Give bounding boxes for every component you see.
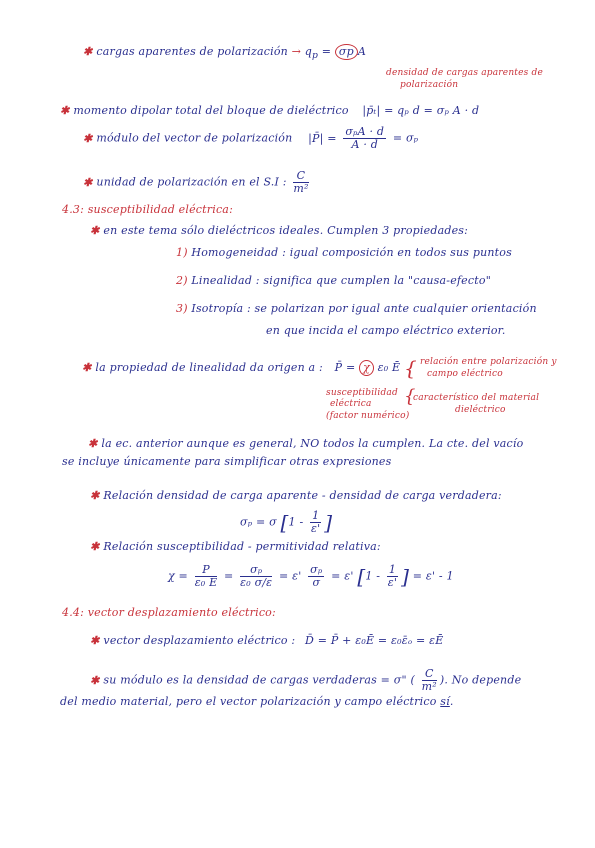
fraction xyxy=(343,126,386,151)
eq: = xyxy=(321,45,332,58)
eq: = xyxy=(224,569,234,583)
den: m² xyxy=(293,182,309,195)
fraction xyxy=(422,668,437,693)
name: Isotropía xyxy=(191,302,244,315)
chi-circled: χ xyxy=(359,360,374,376)
rhs: = σₚ xyxy=(392,131,419,145)
num: σₚA · d xyxy=(345,125,385,138)
bullet-icon: ✱ xyxy=(90,489,100,502)
text: la ec. anterior aunque es general, NO todos la cumplen. La cte. del vacío xyxy=(101,437,524,450)
num: 3) xyxy=(176,302,188,315)
lin-note-a: susceptibilidad xyxy=(326,388,398,398)
bullet-icon: ✱ xyxy=(90,224,100,237)
lhs: q xyxy=(304,45,313,58)
lin-note-1: relación entre polarización y xyxy=(420,357,557,367)
lin-note-d: característico del material xyxy=(413,393,540,403)
lin-note-e: dieléctrico xyxy=(455,405,506,415)
desc: : igual composición en todos sus puntos xyxy=(282,246,512,259)
den: m² xyxy=(421,680,437,693)
rel1-formula xyxy=(240,510,332,535)
text: unidad de polarización en el S.I : xyxy=(96,175,287,189)
d2-line-1 xyxy=(90,668,521,693)
den: ε₀ E xyxy=(194,576,218,589)
ec-line-1 xyxy=(88,437,523,451)
num: 1 xyxy=(312,509,320,522)
line-modulo-polarizacion xyxy=(83,126,418,151)
lin-note-c: (factor numérico) xyxy=(326,411,410,421)
note-densidad-2: polarización xyxy=(400,80,459,90)
section-4-3-intro xyxy=(90,224,468,238)
text: Relación densidad de carga aparente - densidad de carga verdadera: xyxy=(103,489,502,502)
line-cargas-aparentes xyxy=(83,44,366,63)
line-unidad-polarizacion xyxy=(83,170,312,195)
prop-3-cont: en que incida el campo eléctrico exterior. xyxy=(266,324,506,337)
d2-line-2 xyxy=(60,695,454,709)
text: del medio material, pero el vector polarización y campo eléctrico xyxy=(60,695,437,708)
rhs: A xyxy=(357,45,367,58)
text: vector desplazamiento eléctrico : xyxy=(103,634,296,647)
den: ε₀ σ/ε xyxy=(240,576,273,589)
text: momento dipolar total del bloque de dieléctrico xyxy=(73,104,349,117)
desc: : se polarizan por igual ante cualquier orientación xyxy=(246,302,537,315)
bracket: [ xyxy=(357,564,366,589)
fraction-3 xyxy=(308,564,324,589)
bracket: ] xyxy=(401,564,410,589)
fraction-4 xyxy=(387,564,398,589)
bullet-icon: ✱ xyxy=(83,131,93,145)
section-4-3-title: 4.3: susceptibilidad eléctrica: xyxy=(62,203,233,216)
end: . xyxy=(449,695,454,708)
fraction xyxy=(310,510,321,535)
formula: |p̄ₜ| = qₚ d = σₚ A · d xyxy=(362,104,480,117)
bullet-icon: ✱ xyxy=(60,104,70,117)
den: σ xyxy=(312,576,321,589)
one: 1 - xyxy=(365,569,381,583)
den: A · d xyxy=(351,138,378,151)
line-linealidad xyxy=(82,356,417,380)
fraction xyxy=(293,170,308,195)
text: Relación susceptibilidad - permitividad relativa: xyxy=(103,540,381,553)
num: 1) xyxy=(176,246,188,259)
bullet-icon: ✱ xyxy=(82,361,92,374)
num: σₚ xyxy=(240,564,272,577)
text: su módulo es la densidad de cargas verdaderas = σ" ( xyxy=(103,673,415,687)
num: P xyxy=(195,564,218,577)
name: Linealidad xyxy=(191,274,253,287)
bullet-icon: ✱ xyxy=(90,673,100,687)
prop-3 xyxy=(176,302,537,316)
bullet-icon: ✱ xyxy=(90,634,100,647)
text: la propiedad de linealidad da origen a : xyxy=(95,361,323,374)
num: C xyxy=(293,170,308,183)
note-densidad-1: densidad de cargas aparentes de xyxy=(386,68,544,78)
text-end: ). No depende xyxy=(439,673,522,687)
rhs: ε₀ Ē xyxy=(377,361,401,374)
rel2-line xyxy=(90,540,381,554)
formula: D̄ = P̄ + ε₀Ē = ε₀ε̄ₒ = εĒ xyxy=(305,634,444,647)
den: ε' xyxy=(311,522,321,535)
prop-2 xyxy=(176,274,491,288)
prop-1 xyxy=(176,246,512,260)
bullet-icon: ✱ xyxy=(83,175,93,189)
num: σₚ xyxy=(310,563,323,576)
brace-icon-2: { xyxy=(404,386,416,407)
bullet-icon: ✱ xyxy=(83,45,93,58)
text: cargas aparentes de polarización xyxy=(96,45,288,58)
num: 2) xyxy=(176,274,188,287)
name: Homogeneidad xyxy=(191,246,279,259)
lhs: |P̄| = xyxy=(308,131,337,145)
desc: : significa que cumplen la "causa-efecto" xyxy=(255,274,491,287)
fraction-1 xyxy=(195,564,218,589)
eq: = ε' xyxy=(279,569,302,583)
den: ε' xyxy=(387,576,398,589)
fraction-2 xyxy=(240,564,272,589)
num: C xyxy=(422,668,437,681)
bracket: [ xyxy=(280,510,289,535)
si: sí xyxy=(440,695,450,708)
lin-note-b: eléctrica xyxy=(330,399,372,409)
eq: = ε' xyxy=(331,569,354,583)
d1-line xyxy=(90,634,443,648)
sub: p xyxy=(312,50,319,62)
section-4-4-title: 4.4: vector desplazamiento eléctrico: xyxy=(62,606,276,619)
bullet-icon: ✱ xyxy=(90,540,100,553)
brace-icon: { xyxy=(403,356,417,380)
lhs: σₚ = σ xyxy=(240,515,277,529)
circled-sigma: σp xyxy=(335,44,358,60)
chi: χ = xyxy=(168,569,188,583)
lhs: P̄ = xyxy=(334,361,356,374)
tail: = ε' - 1 xyxy=(412,569,454,583)
one: 1 - xyxy=(288,515,304,529)
text: en este tema sólo dieléctricos ideales. Cumplen 3 propiedades: xyxy=(103,224,469,237)
num: 1 xyxy=(388,563,397,576)
line-momento-dipolar xyxy=(60,104,479,118)
lin-note-2: campo eléctrico xyxy=(427,369,503,379)
arrow-icon: → xyxy=(291,45,302,58)
rel2-formula xyxy=(168,564,454,589)
text: módulo del vector de polarización xyxy=(96,131,293,145)
rel1-line xyxy=(90,489,502,503)
ec-line-2: se incluye únicamente para simplificar otras expresiones xyxy=(62,455,392,468)
bullet-icon: ✱ xyxy=(88,437,98,450)
bracket: ] xyxy=(324,510,333,535)
